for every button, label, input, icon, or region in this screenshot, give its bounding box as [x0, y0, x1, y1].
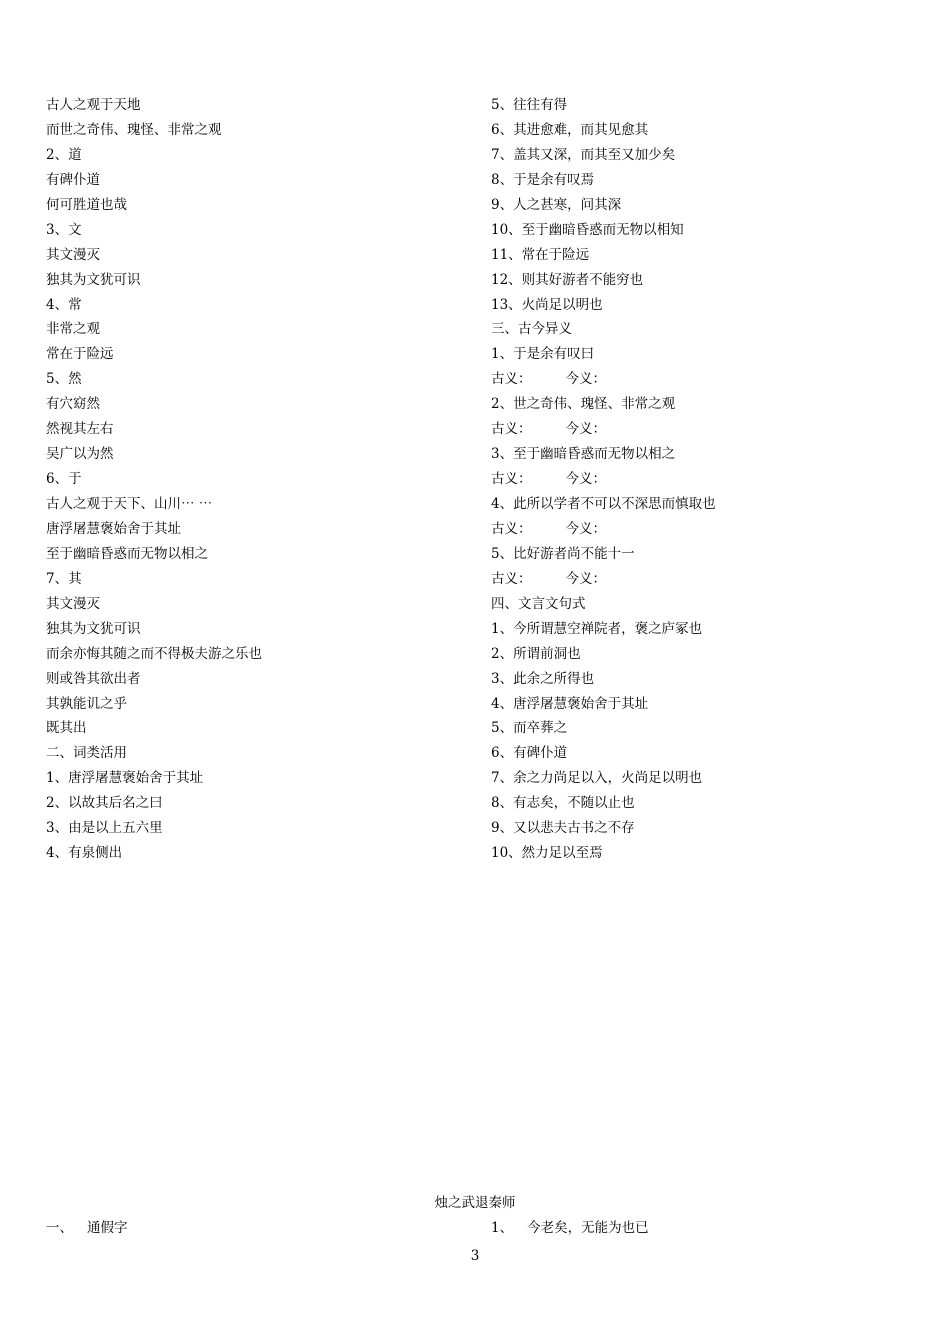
text-line: 11、常在于险远 — [491, 246, 590, 263]
text-line: 5、往往有得 — [491, 97, 568, 113]
item-text: 今老矣，无能为也已 — [527, 1220, 649, 1236]
text-line: 则或咎其欲出者 — [46, 670, 141, 687]
text-line: 吴广以为然 — [46, 446, 114, 463]
next-item-line — [491, 1216, 649, 1236]
text-line: 3、文 — [46, 221, 82, 238]
gujin-answer-line — [491, 467, 921, 492]
gujin-answer-line — [491, 567, 921, 592]
gujin-answer-line — [491, 417, 921, 442]
left-column — [46, 93, 466, 866]
text-line: 有穴窈然 — [46, 396, 100, 413]
text-line: 2、以故其后名之曰 — [46, 795, 163, 812]
text-line: 6、其进愈难，而其见愈其 — [491, 121, 649, 138]
jin-label: 今义： — [565, 570, 606, 587]
text-line: 4、唐浮屠慧褒始舍于其址 — [491, 695, 649, 712]
text-line: 独其为文犹可识 — [46, 271, 141, 288]
text-line: 唐浮屠慧褒始舍于其址 — [46, 520, 181, 537]
text-line: 常在于险远 — [46, 346, 114, 363]
text-line: 9、又以悲夫古书之不存 — [491, 820, 635, 837]
text-line: 然视其左右 — [46, 421, 114, 438]
section-heading: 三、古今异义 — [491, 321, 572, 338]
section-heading: 四、文言文句式 — [491, 595, 586, 612]
jin-label: 今义： — [565, 471, 606, 488]
text-line: 至于幽暗昏惑而无物以相之 — [46, 545, 208, 562]
gu-label: 古义： — [491, 520, 532, 537]
text-line: 2、道 — [46, 146, 82, 163]
gu-label: 古义： — [491, 421, 532, 438]
text-line: 4、有泉侧出 — [46, 845, 123, 862]
text-line: 2、世之奇伟、瑰怪、非常之观 — [491, 396, 676, 413]
text-line: 1、今所谓慧空禅院者，褒之庐冢也 — [491, 620, 703, 637]
next-section-heading — [46, 1216, 128, 1236]
text-line: 独其为文犹可识 — [46, 620, 141, 637]
gu-label: 古义： — [491, 471, 532, 488]
text-line: 而余亦悔其随之而不得极夫游之乐也 — [46, 645, 262, 662]
text-line: 非常之观 — [46, 321, 100, 338]
page-number: 3 — [470, 1248, 480, 1264]
text-line: 9、人之甚寒，问其深 — [491, 196, 622, 213]
section-label: 通假字 — [87, 1220, 128, 1236]
text-line: 5、而卒葬之 — [491, 720, 568, 737]
text-line: 3、至于幽暗昏惑而无物以相之 — [491, 446, 676, 463]
section-number: 一、 — [46, 1220, 73, 1236]
gu-label: 古义： — [491, 371, 532, 388]
text-line: 13、火尚足以明也 — [491, 296, 603, 313]
text-line: 有碑仆道 — [46, 171, 100, 188]
gujin-answer-line — [491, 517, 921, 542]
next-article-title: 烛之武退秦师 — [434, 1195, 516, 1211]
text-line: 5、然 — [46, 371, 82, 388]
text-line: 其文漫灭 — [46, 246, 100, 263]
text-line: 1、唐浮屠慧褒始舍于其址 — [46, 770, 204, 787]
jin-label: 今义： — [565, 421, 606, 438]
text-line: 3、由是以上五六里 — [46, 820, 163, 837]
text-line: 4、常 — [46, 296, 82, 313]
jin-label: 今义： — [565, 520, 606, 537]
gujin-answer-line — [491, 367, 921, 392]
item-number: 1、 — [491, 1220, 514, 1236]
right-column — [491, 93, 921, 866]
text-line: 3、此余之所得也 — [491, 670, 595, 687]
text-line: 其孰能讥之乎 — [46, 695, 127, 712]
text-line: 10、然力足以至焉 — [491, 845, 603, 862]
text-line: 8、于是余有叹焉 — [491, 171, 595, 188]
text-line: 6、于 — [46, 471, 82, 488]
text-line: 古人之观于天地 — [46, 97, 141, 113]
text-line: 5、比好游者尚不能十一 — [491, 545, 635, 562]
text-line: 4、此所以学者不可以不深思而慎取也 — [491, 496, 716, 512]
text-line: 7、余之力尚足以入，火尚足以明也 — [491, 770, 703, 787]
jin-label: 今义： — [565, 371, 606, 388]
text-line: 何可胜道也哉 — [46, 196, 127, 213]
text-line: 而世之奇伟、瑰怪、非常之观 — [46, 121, 222, 138]
text-line: 古人之观于天下、山川⋯ ⋯ — [46, 496, 213, 512]
text-line: 7、盖其又深，而其至又加少矣 — [491, 146, 676, 163]
text-line: 7、其 — [46, 570, 82, 587]
section-heading: 二、词类活用 — [46, 745, 127, 762]
text-line: 既其出 — [46, 720, 87, 737]
text-line: 6、有碑仆道 — [491, 745, 568, 762]
text-line: 其文漫灭 — [46, 595, 100, 612]
text-line: 12、则其好游者不能穷也 — [491, 271, 644, 288]
text-line: 2、所谓前洞也 — [491, 645, 581, 662]
text-line: 1、于是余有叹曰 — [491, 346, 595, 363]
text-line: 10、至于幽暗昏惑而无物以相知 — [491, 221, 684, 238]
text-line: 8、有志矣，不随以止也 — [491, 795, 635, 812]
gu-label: 古义： — [491, 570, 532, 587]
